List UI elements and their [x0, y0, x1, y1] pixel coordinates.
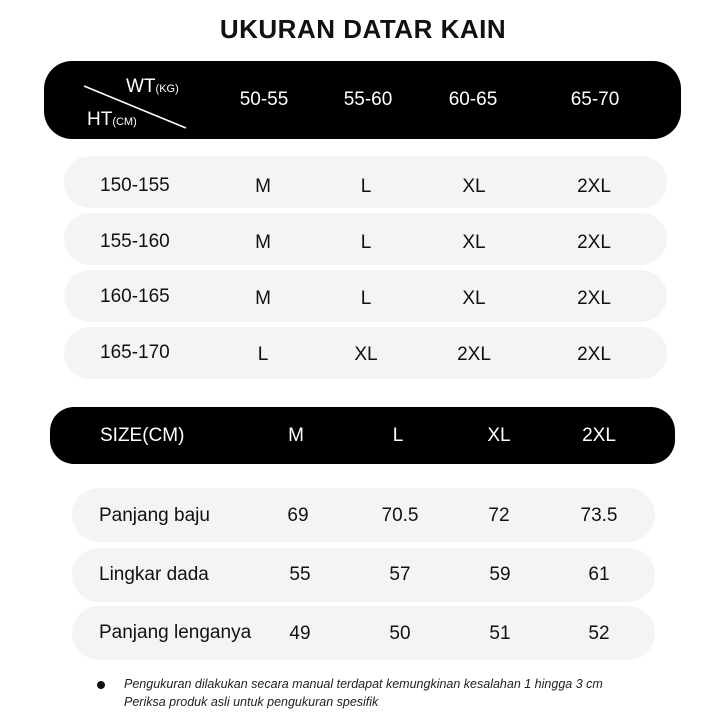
size-col-header: XL	[487, 425, 511, 446]
measurement-value: 72	[488, 505, 510, 526]
corner-height-text: HT	[87, 109, 113, 130]
size-cell: L	[360, 288, 372, 309]
corner-height-label	[87, 109, 137, 131]
weight-col-header: 55-60	[343, 89, 393, 110]
height-range: 155-160	[100, 231, 170, 252]
measurement-label: Panjang baju	[99, 505, 210, 526]
weight-col-header: 60-65	[448, 89, 498, 110]
page-title: UKURAN DATAR KAIN	[219, 14, 507, 44]
measurement-value: 57	[389, 564, 411, 585]
size-cell: M	[255, 176, 271, 197]
size-cell: 2XL	[577, 288, 611, 309]
size-col-header: 2XL	[582, 425, 616, 446]
corner-weight-unit: (KG)	[155, 83, 179, 95]
measurement-value: 50	[389, 623, 411, 644]
size-cell: 2XL	[457, 344, 491, 365]
note-line: Pengukuran dilakukan secara manual terdapat kemungkinan kesalahan 1 hingga 3 cm	[124, 677, 603, 691]
measurement-value: 61	[588, 564, 610, 585]
measurement-value: 49	[289, 623, 311, 644]
weight-col-header: 50-55	[239, 89, 289, 110]
measurement-value: 70.5	[381, 505, 419, 526]
size-cell: 2XL	[577, 344, 611, 365]
corner-weight-text: WT	[126, 76, 156, 97]
measurement-value: 55	[289, 564, 311, 585]
measurement-value: 59	[489, 564, 511, 585]
size-cell: XL	[462, 176, 486, 197]
size-cell: M	[255, 232, 271, 253]
bullet-icon	[97, 681, 105, 689]
size-cell: L	[360, 176, 372, 197]
height-range: 160-165	[100, 286, 170, 307]
measurement-label: Panjang lenganya	[99, 622, 252, 643]
size-header-label: SIZE(CM)	[100, 425, 185, 446]
measurement-value: 73.5	[580, 505, 618, 526]
measurement-value: 51	[489, 623, 511, 644]
height-range: 150-155	[100, 175, 170, 196]
size-cell: 2XL	[577, 176, 611, 197]
size-cell: M	[255, 288, 271, 309]
size-col-header: L	[392, 425, 404, 446]
measurement-value: 52	[588, 623, 610, 644]
weight-col-header: 65-70	[570, 89, 620, 110]
height-range: 165-170	[100, 342, 170, 363]
measurement-label: Lingkar dada	[99, 564, 209, 585]
corner-height-unit: (CM)	[112, 116, 137, 128]
size-cell: XL	[462, 288, 486, 309]
note-line: Periksa produk asli untuk pengukuran spesifik	[124, 695, 379, 709]
size-cell: L	[360, 232, 372, 253]
size-cell: XL	[354, 344, 378, 365]
size-cell: XL	[462, 232, 486, 253]
size-col-header: M	[288, 425, 304, 446]
measurement-value: 69	[287, 505, 309, 526]
corner-weight-label	[126, 76, 179, 98]
size-cell: 2XL	[577, 232, 611, 253]
size-cell: L	[257, 344, 269, 365]
